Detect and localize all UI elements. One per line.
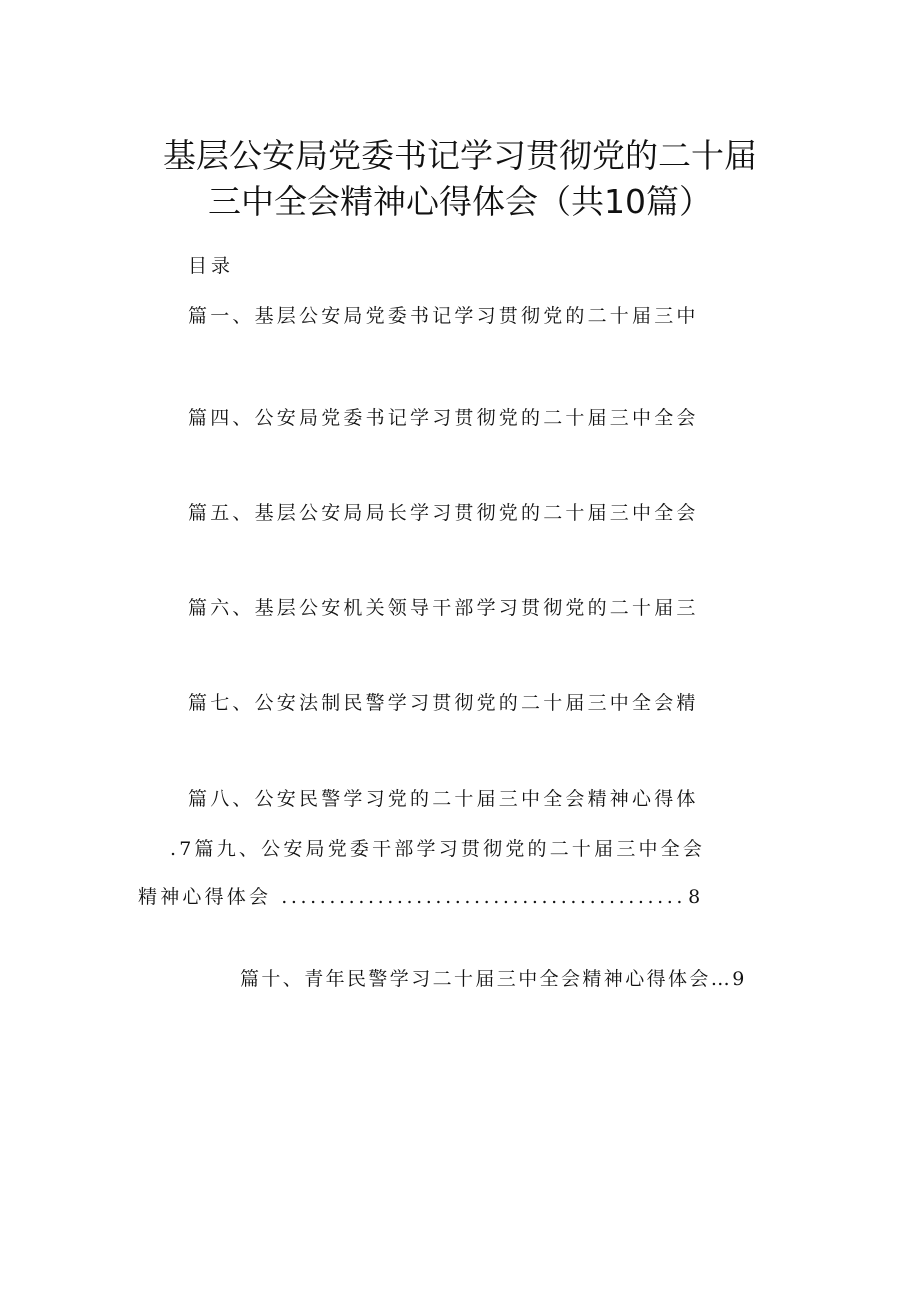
toc-heading: 目录 (188, 255, 235, 277)
toc-entry[interactable]: 篇四、公安局党委书记学习贯彻党的二十届三中全会 (188, 407, 699, 429)
toc-entry[interactable]: 篇五、基层公安局局长学习贯彻党的二十届三中全会 (188, 502, 699, 524)
toc-dot-leader: .......................................... (281, 886, 687, 908)
toc-entry[interactable]: 篇十、青年民警学习二十届三中全会精神心得体会…9 (240, 968, 747, 990)
toc-entry[interactable]: 篇六、基层公安机关领导干部学习贯彻党的二十届三 (188, 597, 699, 619)
toc-entry[interactable]: .7篇九、公安局党委干部学习贯彻党的二十届三中全会 (170, 838, 706, 860)
toc-page-number: 8 (688, 886, 704, 908)
document-title-line-2: 三中全会精神心得体会（共10篇） (208, 182, 712, 221)
toc-entry-text: 精神心得体会 (138, 886, 272, 908)
toc-entry[interactable]: 篇一、基层公安局党委书记学习贯彻党的二十届三中 (188, 305, 699, 327)
toc-entry[interactable]: 篇七、公安法制民警学习贯彻党的二十届三中全会精 (188, 692, 699, 714)
toc-entry[interactable]: 篇八、公安民警学习党的二十届三中全会精神心得体 (188, 788, 699, 810)
document-title-line-1: 基层公安局党委书记学习贯彻党的二十届 (163, 136, 757, 175)
toc-entry-continuation[interactable] (138, 884, 778, 910)
